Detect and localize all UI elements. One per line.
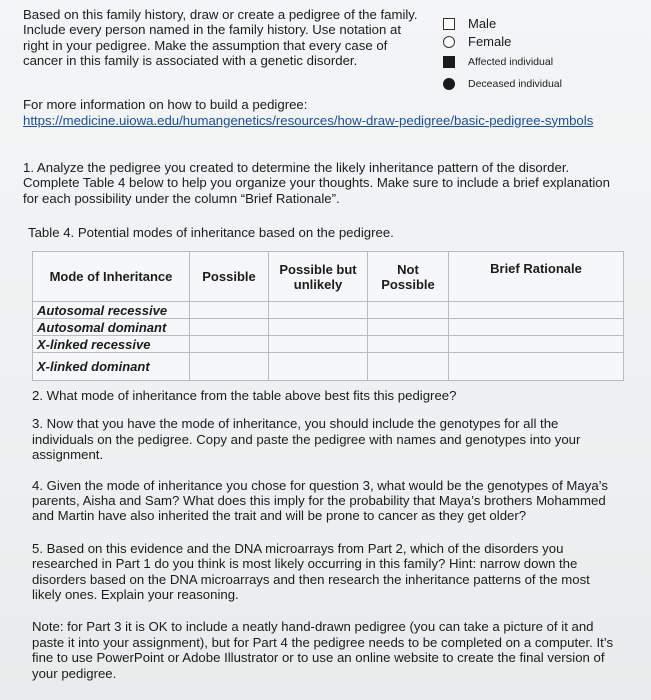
cell-not-possible[interactable]: [368, 302, 449, 319]
deceased-filled-circle-icon: [443, 78, 455, 90]
header-unlikely: Possible but unlikely: [269, 252, 368, 302]
questions-block: [32, 388, 622, 681]
cell-unlikely[interactable]: [269, 336, 368, 353]
legend-male-label: Male: [468, 16, 497, 31]
cell-possible[interactable]: [190, 353, 269, 381]
cell-rationale[interactable]: [449, 319, 624, 336]
part-note: Note: for Part 3 it is OK to include a neatly hand-drawn pedigree (you can take a picture of it and paste it into your assignment), but for Part 4 the pedigree needs to be completed on a computer. It’s fine to use PowerPoint or Adobe Illustrator or to use an online website to create the final version of your pedigree.: [32, 619, 614, 681]
pedigree-legend: [443, 12, 583, 98]
cell-unlikely[interactable]: [269, 302, 368, 319]
cell-not-possible[interactable]: [368, 319, 449, 336]
question-3: 3. Now that you have the mode of inheritance, you should include the genotypes for all the individuals on the pedigree. Copy and paste the pedigree with names and genotypes into your assignment.: [32, 416, 581, 463]
cell-unlikely[interactable]: [269, 353, 368, 381]
cell-rationale[interactable]: [449, 302, 624, 319]
pedigree-symbols-link[interactable]: https://medicine.uiowa.edu/humangenetics/resources/how-draw-pedigree/basic-pedigree-symbols: [23, 112, 594, 128]
table-row: [33, 353, 624, 381]
table-row: [33, 336, 624, 353]
cell-not-possible[interactable]: [368, 336, 449, 353]
male-square-icon: [443, 18, 455, 30]
cell-unlikely[interactable]: [269, 319, 368, 336]
intro-paragraph: Based on this family history, draw or create a pedigree of the family. Include every person named in the family history. Use notation at right in your pedigree. Make the assumption that every case of cancer in this family is associated with a genetic disorder.: [23, 7, 418, 69]
cell-possible[interactable]: [190, 302, 269, 319]
header-not-possible: Not Possible: [368, 252, 449, 302]
more-info-block: [23, 97, 603, 128]
question-1: 1. Analyze the pedigree you created to determine the likely inheritance pattern of the disorder. Complete Table 4 below to help you organize your thoughts. Make sure to include a brief explanation for each possibility under the column “Brief Rationale”.: [23, 160, 610, 206]
row-mode-label: Autosomal dominant: [33, 319, 190, 336]
row-mode-label: X-linked recessive: [33, 336, 190, 353]
legend-affected-label: Affected individual: [468, 56, 554, 68]
cell-not-possible[interactable]: [368, 353, 449, 381]
row-mode-label: X-linked dominant: [33, 353, 190, 381]
question-4: 4. Given the mode of inheritance you chose for question 3, what would be the genotypes of Maya’s parents, Aisha and Sam? What does this imply for the probability that Maya’s brothers Mohammed and Martin have also inherited the trait and will be prone to cancer as they get older?: [32, 477, 608, 524]
table-caption: Table 4. Potential modes of inheritance based on the pedigree.: [28, 225, 394, 240]
affected-filled-square-icon: [443, 56, 455, 68]
row-mode-label: Autosomal recessive: [33, 302, 190, 319]
cell-rationale[interactable]: [449, 353, 624, 381]
inheritance-table: [32, 251, 624, 381]
cell-possible[interactable]: [190, 336, 269, 353]
cell-possible[interactable]: [190, 319, 269, 336]
legend-deceased: [443, 78, 562, 90]
more-info-text: For more information on how to build a pedigree:: [23, 97, 308, 112]
table-row: [33, 302, 624, 319]
cell-rationale[interactable]: [449, 336, 624, 353]
legend-deceased-label: Deceased individual: [468, 78, 562, 90]
legend-female: [443, 34, 511, 49]
header-mode: Mode of Inheritance: [33, 252, 190, 302]
header-rationale: Brief Rationale: [449, 252, 624, 302]
legend-female-label: Female: [468, 34, 512, 49]
female-circle-icon: [443, 36, 455, 48]
table-header-row: [33, 252, 624, 302]
table-row: [33, 319, 624, 336]
question-2: 2. What mode of inheritance from the table above best fits this pedigree?: [32, 388, 457, 403]
header-possible: Possible: [190, 252, 269, 302]
legend-affected: [443, 56, 553, 68]
legend-male: [443, 16, 496, 31]
question-5: 5. Based on this evidence and the DNA microarrays from Part 2, which of the disorders you researched in Part 1 do you think is most likely occurring in this family? Hint: narrow down the disorders based on the DNA microarrays and then research the inheritance patterns of the most likely ones. Explain your reasoning.: [32, 540, 590, 603]
